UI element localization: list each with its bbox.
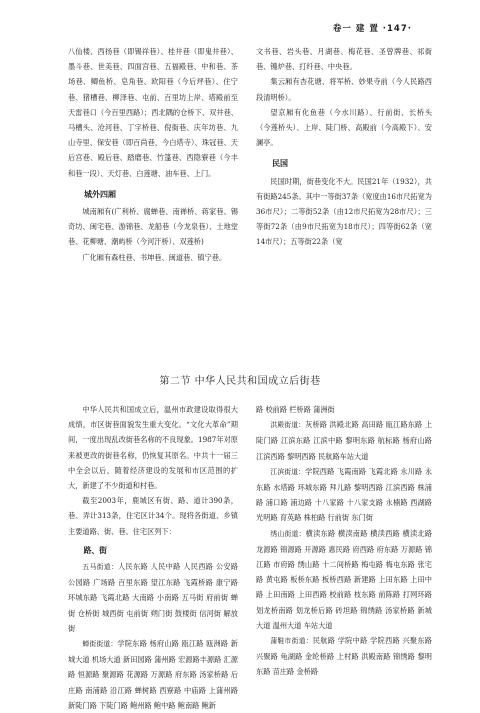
paragraph: 八仙楼、西扬巷（即锡祥巷）、桂井巷（即鬼井巷）、墨斗巷、世美巷、四面宫巷、五福殿巷、中和巷、茶场巷、鲫鱼桥、皂角巷、欧阳巷（今后坪巷）、住宁巷、猪槽巷、柳泽巷、屯前、百里坊上岸、塔殿前至天雷巷口（今百里西路）；西北隅的仓桥下、双井巷、马槽头、沧河巷、丁字桥巷、倪衙巷、庆年坊巷、九山寺里、保安巷（即百尚巷，今白塔寺）、珠冠巷、天后宫巷、殿后巷、踏磨巷、竹篷巷、西隐寮巷（今丰和巷一段）、天灯巷、白莲塘、油车巷、上门。: [68, 47, 238, 178]
paragraph: 集云厢有杏花塘、将军桥、妙果寺前（今人民路西段清明桥）。: [256, 77, 432, 102]
paragraph: 文书巷、岩头巷、月湖巷、梅花巷、圣曾牌巷、祁衙巷、镬炉巷、打纤巷、中央巷。: [256, 47, 432, 72]
paragraph: 城南厢有(广利桥、腐蝉巷、南禅桥、蒋家巷、锡奇坊、闽宅巷、游锦巷、龙船巷（今龙泉巷）、土地堂巷、花柳塘、潮屿桥（今河汗桥）、双莲桥): [68, 207, 238, 247]
running-head: 卷一 建 置 ·147·: [332, 24, 412, 34]
street-list-jiangbin: 江滨街道：学院西路 飞霞南路 飞霞北路 永川路 永东路 水塔路 环城东路 拜儿路 黎明西路 江滨西路 株浦路 浦口路 浦边路 十八家路 十八家支路 永楠路 西湖路 光明路 育英路 株柏路 行前街 东门街: [256, 466, 433, 523]
street-list-xiushan: 绣山街道：横渎东路 横渎南路 横渎西路 横渎北路 龙源路 锦源路 开源路 惠民路 府西路 府东路 万源路 锦江路 市府路 绣山路 十二间桥路 梅屯路 梅屯东路 张宅路 黄屯路 板桥东路 板桥西路 新建路 上田东路 上田中路 上田南路 上田西路 校前路 枝东路 前陈路 打网环路 划龙桥南路 划龙桥后路 砖坦路 锦绣路 汤家桥路 新城大道 温州大道 车站大道: [256, 528, 433, 630]
paragraph: 广化厢有森柱巷、书坤巷、闽道巷、镇宁巷。: [82, 252, 227, 262]
subheading-republic: 民国: [272, 159, 288, 169]
paragraph: 望京厢有化鱼巷（今水川路）、行前街、长桥头（今莲桥头）、上岸、陡门桥、高殿前（今高殿下）、安澜亭。: [256, 107, 432, 148]
paragraph: 截至2003年，鹿城区有街、路、道计390条，巷、弄计313条，住宅区计34个。现将各街道、乡镇主要道路、街、巷、住宅区列下：: [68, 496, 238, 536]
street-list-hongdian: 洪殿街道：灰桥路 洪殿北路 高田路 瓯江路东路 上陡门路 江滨东路 江滨中路 黎明东路 航标路 杨府山路 江滨西路 黎明西路 民航路车站大道: [256, 420, 433, 461]
subheading-roads: 路、街: [83, 545, 107, 555]
bottom-left-column: [68, 402, 238, 713]
street-list-chanjie: 蝉街街道：学院东路 杨府山路 瓯江路 瓯洲路 新城大道 机场大道 新田园路 蒲州路 宏源路丰源路 汇源路 恒源路 聚源路 花源路 万源路 府东路 汤家桥路 后庄路 南浦路 沿江路 蝉树路 西寮路 中庙路 上蒲州路 新陡门路 下陡门路 鲍州路 鲍中路 鲍南路 鲍新: [68, 639, 238, 710]
top-right-column: [256, 44, 432, 250]
section-title: 第二节 中华人民共和国成立后街巷: [159, 376, 321, 387]
subheading-outside-city: 城外四厢: [84, 189, 116, 199]
street-list-puxi: 蒲鞋市街道：民航路 学院中路 学院西路 兴聚东路 兴聚路 龟湖路 金纶桥路 上村路 洪殿南路 锦绣路 黎明东路 苗庄路 金桥路: [256, 636, 432, 677]
paragraph: 路 校前路 栏桥路 蒲洲街: [256, 405, 335, 414]
bottom-right-column: [256, 402, 432, 680]
paragraph: 民国时期，街巷变化不大。民国21年（1932），共有街路245条。其中一等街37条（宽度由16市尺拓宽为36市尺）；二等街52条（由12市尺拓宽为28市尺）；三等街72条（由9市尺拓宽为18市尺）；四等街62条（宽14市尺）；五等街22条（宽: [256, 176, 432, 247]
street-list-wuma: 五马街道：人民东路 人民中路 人民西路 公安路 公园路 广场路 百里东路 望江东路 飞霞桥路 康宁路 环城东路 飞霞北路 大南路 小南路 五马街 府前街 蝉街 仓桥街 城西街 屯前街 朔门街 鼓楼街 信河街 解放街: [68, 562, 239, 633]
top-left-column: [68, 44, 238, 265]
paragraph: 中华人民共和国成立后，温州市政建设取得很大成绩，市区街巷面貌发生重大变化。“文化大革命”期间，一度出现乱改街巷名称的不良现象。1987年对原来被更改的街巷名称，仍恢复其原名。中共十一届三中全会以后，随着经济建设的发展和市区范围的扩大，新建了不少街道和村巷。: [68, 405, 238, 491]
